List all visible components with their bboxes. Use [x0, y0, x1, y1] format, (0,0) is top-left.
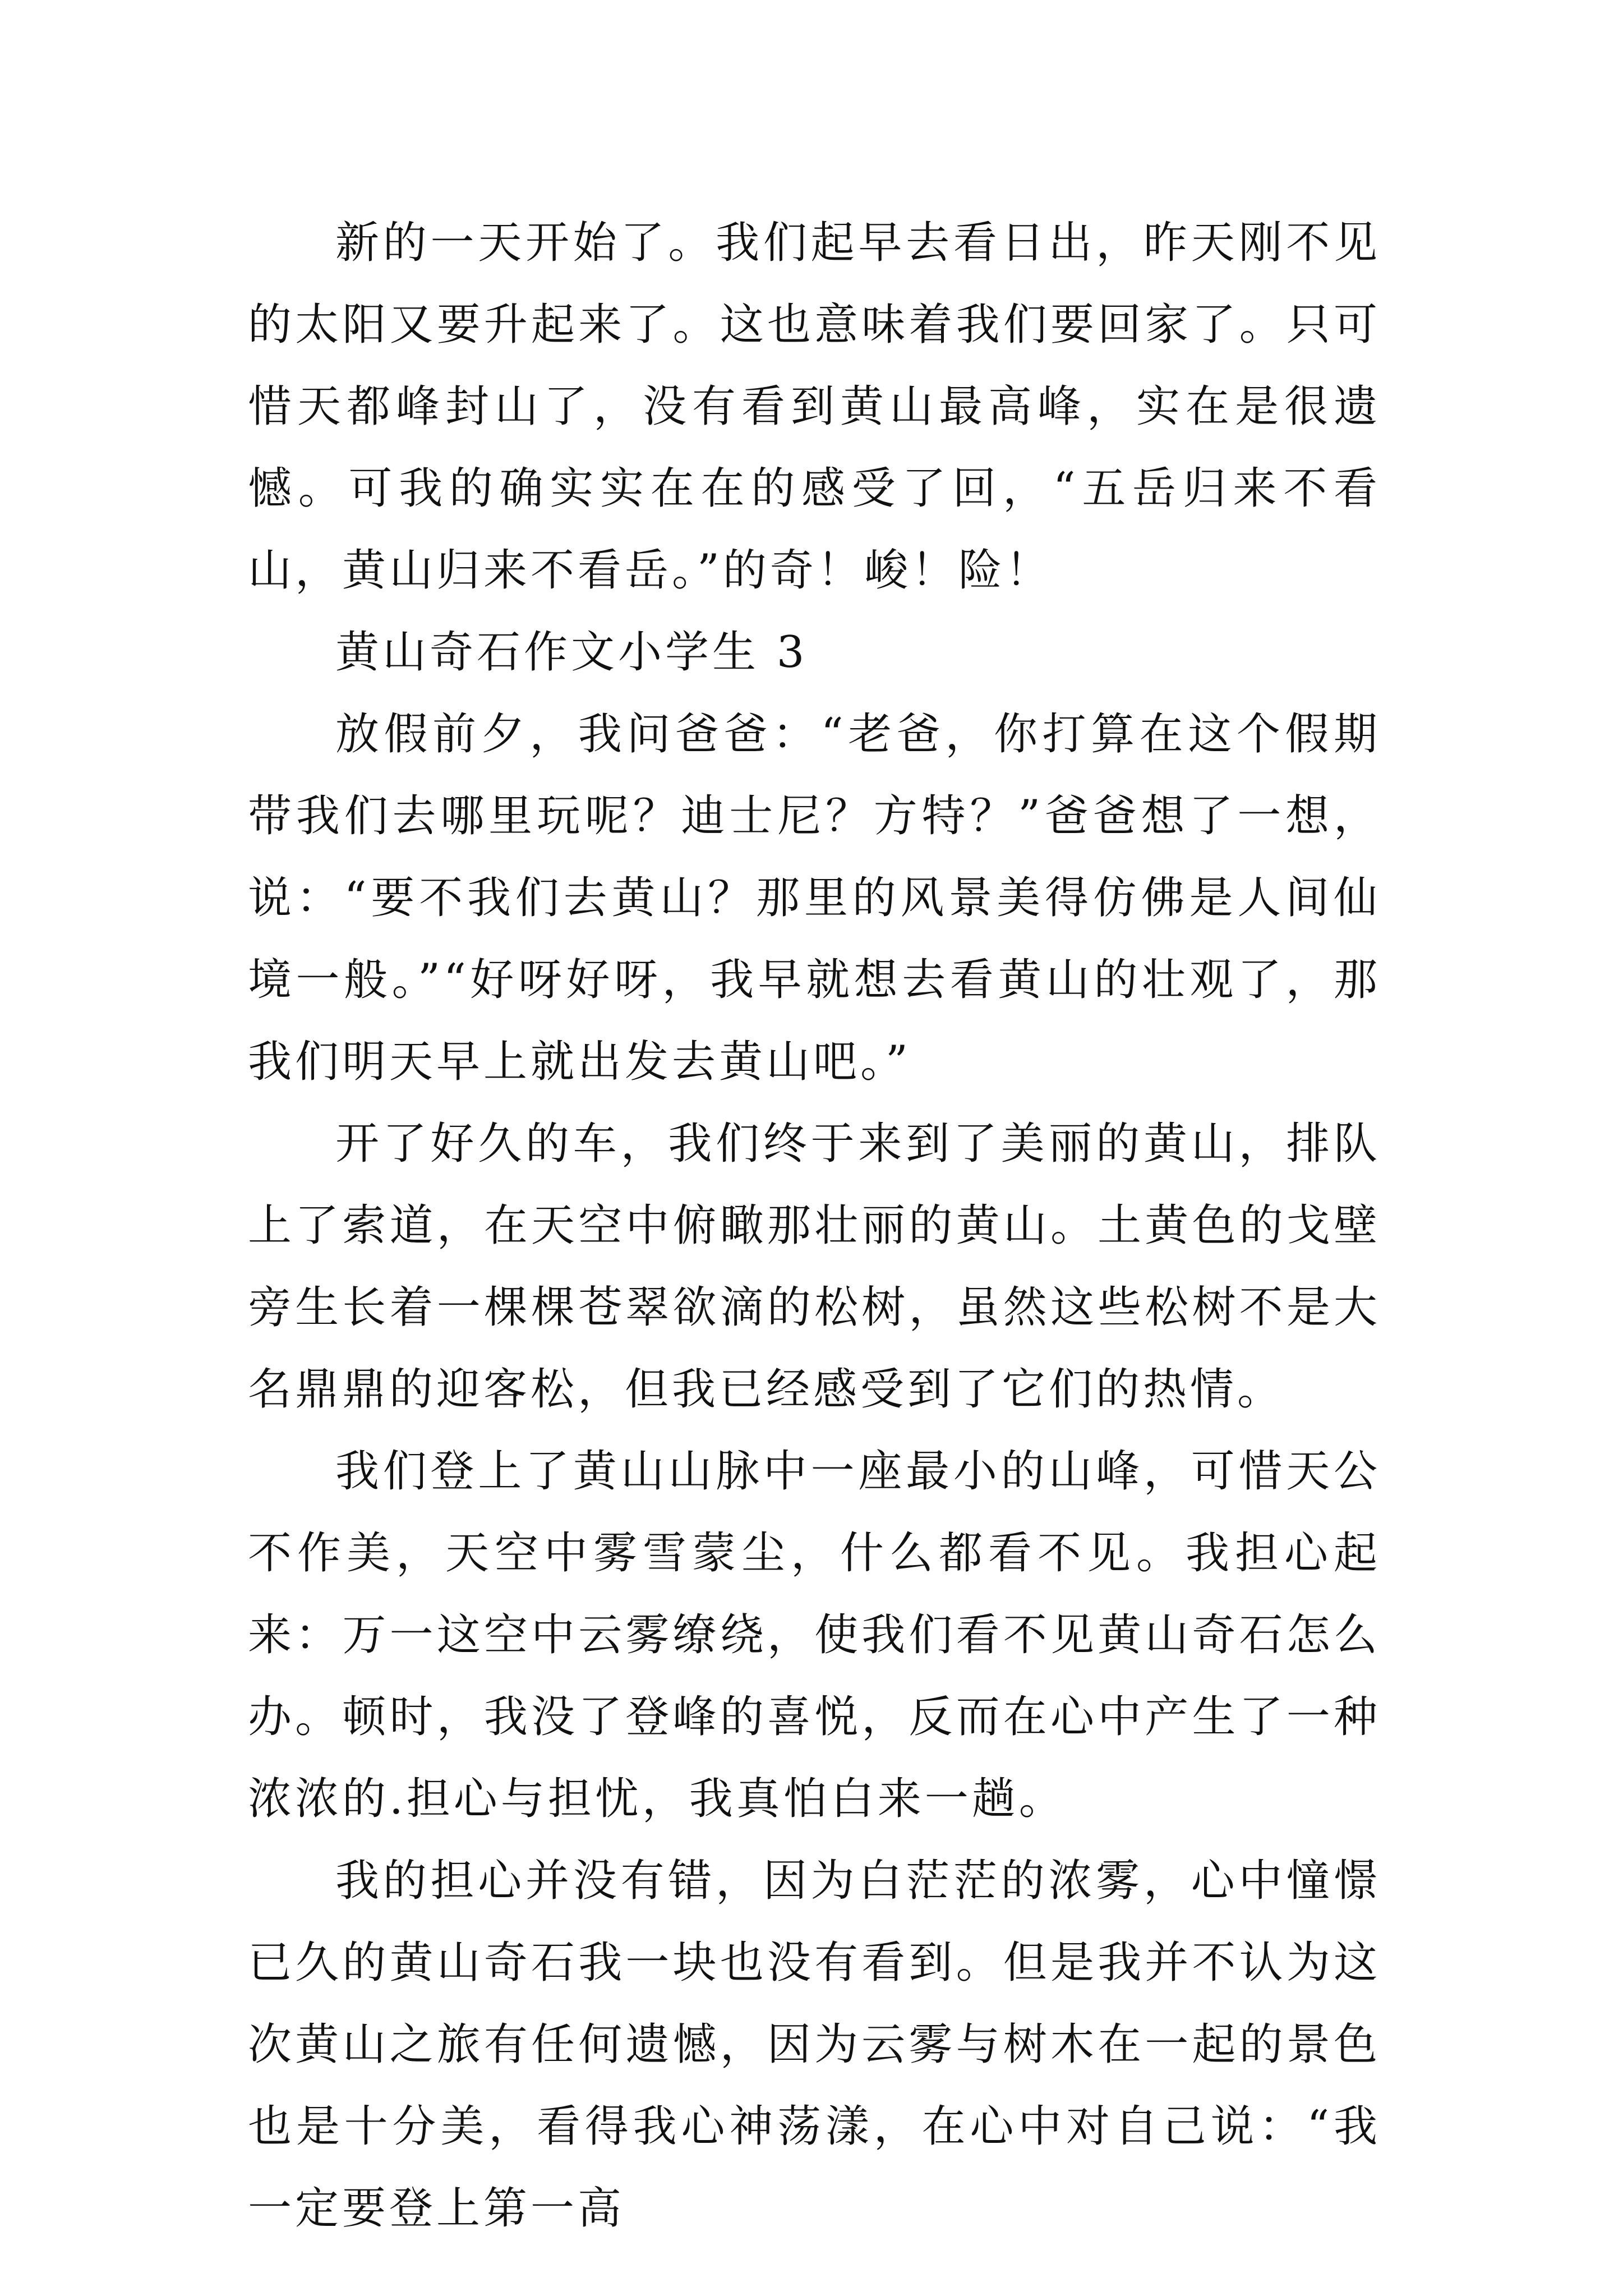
paragraph-holiday-plan: 放假前夕，我问爸爸：“老爸，你打算在这个假期带我们去哪里玩呢？迪士尼？方特？”爸爸想了一想，说：“要不我们去黄山？那里的风景美得仿佛是人间仙境一般。”“好呀好呀，我早就想去看黄山的壮观了，那我们明天早上就出发去黄山吧。”: [248, 709, 1381, 1087]
section-heading: 黄山奇石作文小学生 3: [335, 627, 808, 678]
paragraph-fog-worry: 我们登上了黄山山脉中一座最小的山峰，可惜天公不作美，天空中雾雪蒙尘，什么都看不见。我担心起来：万一这空中云雾缭绕，使我们看不见黄山奇石怎么办。顿时，我没了登峰的喜悦，反而在心中产生了一种浓浓的.担心与担忧，我真怕白来一趟。: [248, 1446, 1381, 1824]
article-body: [248, 202, 1381, 2249]
paragraph-no-regret: 我的担心并没有错，因为白茫茫的浓雾，心中憧憬已久的黄山奇石我一块也没有看到。但是我并不认为这次黄山之旅有任何遗憾，因为云雾与树木在一起的景色也是十分美，看得我心神荡漾，在心中对自己说：“我一定要登上第一高: [248, 1856, 1381, 2234]
paragraph-cable-car: 开了好久的车，我们终于来到了美丽的黄山，排队上了索道，在天空中俯瞰那壮丽的黄山。土黄色的戈壁旁生长着一棵棵苍翠欲滴的松树，虽然这些松树不是大名鼎鼎的迎客松，但我已经感受到了它们的热情。: [248, 1119, 1381, 1415]
paragraph-sunrise: 新的一天开始了。我们起早去看日出，昨天刚不见的太阳又要升起来了。这也意味着我们要回家了。只可惜天都峰封山了，没有看到黄山最高峰，实在是很遗憾。可我的确实实在在的感受了回，“五岳归来不看山，黄山归来不看岳。”的奇！峻！险！: [248, 218, 1381, 596]
